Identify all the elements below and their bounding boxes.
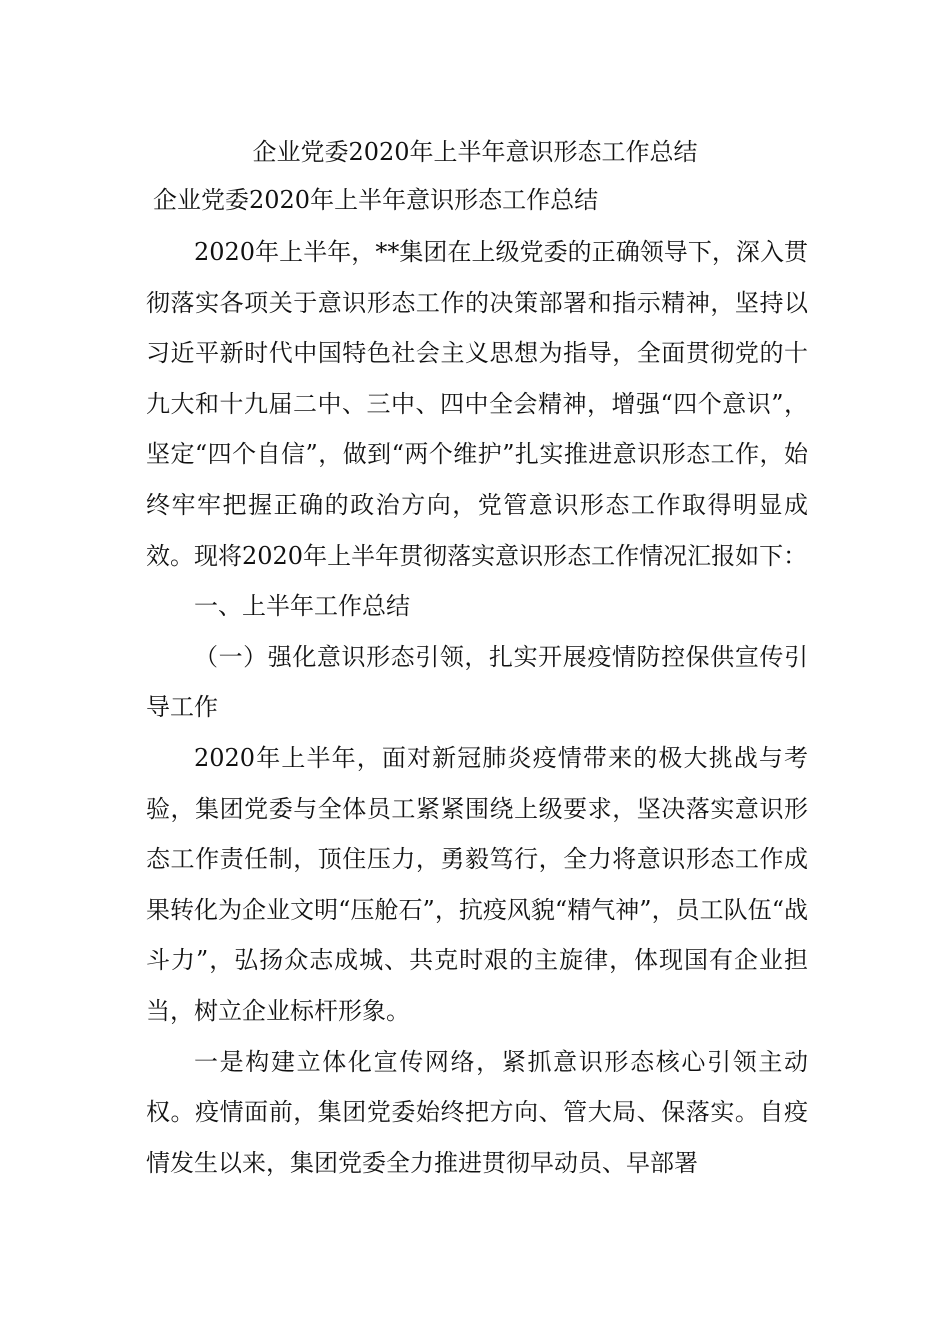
subsection-heading: （一）强化意识形态引领，扎实开展疫情防控保供宣传引导工作 [146,642,808,722]
document-body [146,227,808,1188]
body-paragraph: 2020年上半年，面对新冠肺炎疫情带来的极大挑战与考验，集团党委与全体员工紧紧围绕上级要求，坚决落实意识形态工作责任制，顶住压力，勇毅笃行，全力将意识形态工作成果转化为企业文明“压舱石”，抗疫风貌“精气神”，员工队伍“战斗力”，弘扬众志成城、共克时艰的主旋律，体现国有企业担当，树立企业标杆形象。 [146,743,808,1025]
body-paragraph: 一是构建立体化宣传网络，紧抓意识形态核心引领主动权。疫情面前，集团党委始终把方向、管大局、保落实。自疫情发生以来，集团党委全力推进贯彻早动员、早部署 [146,1047,808,1177]
document-subtitle: 企业党委2020年上半年意识形态工作总结 [153,186,599,214]
document-title: 企业党委2020年上半年意识形态工作总结 [252,138,698,166]
intro-paragraph: 2020年上半年，**集团在上级党委的正确领导下，深入贯彻落实各项关于意识形态工作的决策部署和指示精神，坚持以习近平新时代中国特色社会主义思想为指导，全面贯彻党的十九大和十九届二中、三中、四中全会精神，增强“四个意识”，坚定“四个自信”，做到“两个维护”扎实推进意识形态工作，始终牢牢把握正确的政治方向，党管意识形态工作取得明显成效。现将2020年上半年贯彻落实意识形态工作情况汇报如下： [146,238,808,570]
section-heading: 一、上半年工作总结 [194,592,410,621]
